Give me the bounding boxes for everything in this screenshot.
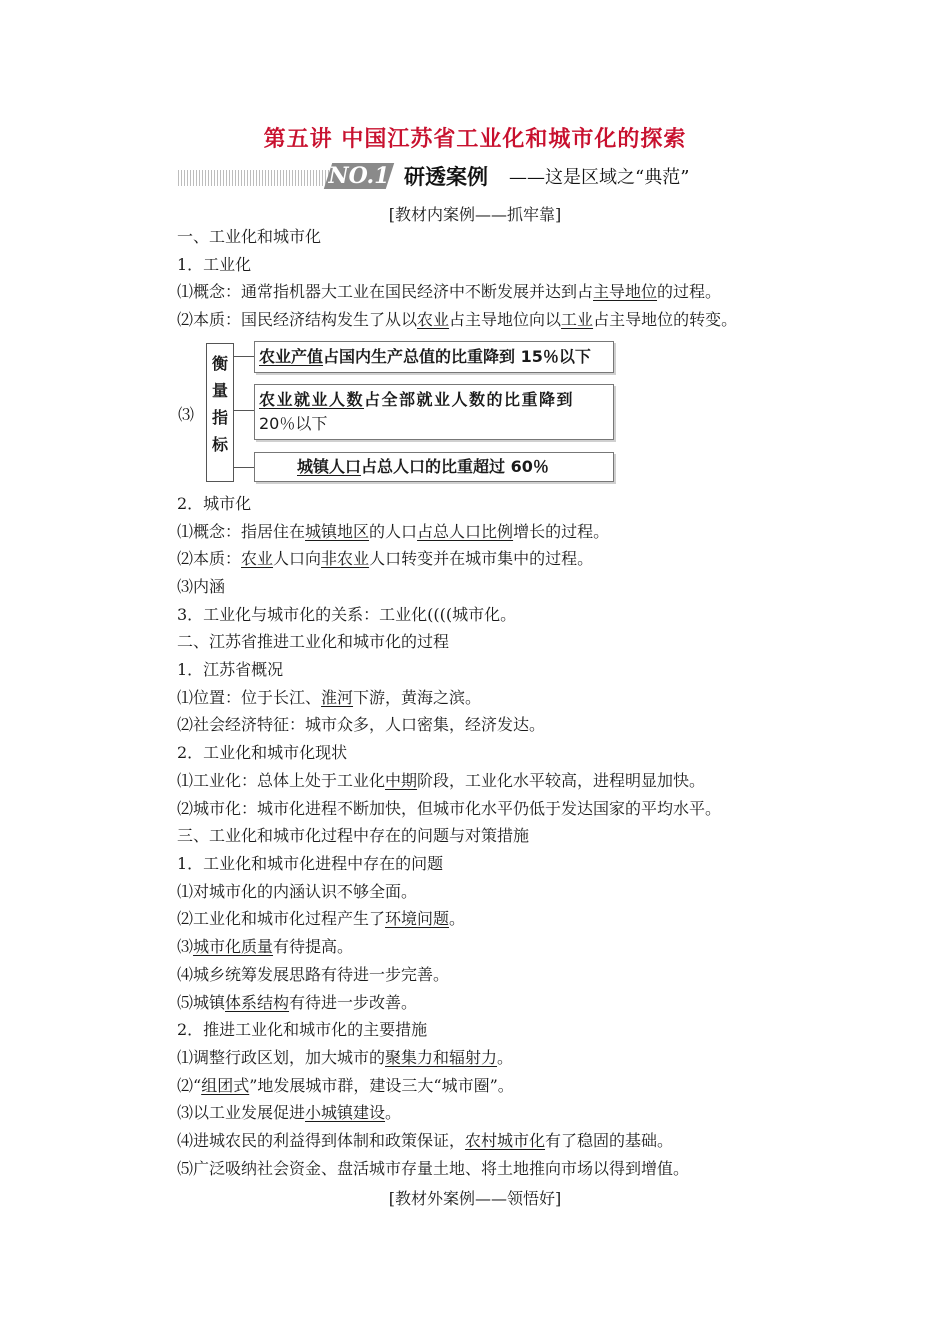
text: ⑶以工业发展促进 [177, 1103, 306, 1122]
measure-label: ⑶ [178, 405, 195, 424]
indicator-box-agri-employment [254, 384, 614, 440]
problem-5 [177, 992, 417, 1014]
text: ⑶ [177, 937, 194, 956]
measure-char: 量 [211, 381, 228, 400]
s2-location [177, 687, 481, 709]
blank-answer: 非农业 [321, 549, 370, 568]
text: 人口转变并在城市集中的过程。 [369, 549, 594, 568]
blank-answer: 中期 [385, 771, 418, 790]
connector-line [234, 356, 254, 357]
problem-2 [177, 908, 465, 930]
text: 有了稳固的基础。 [545, 1131, 674, 1150]
measure-2 [177, 1075, 514, 1097]
subtitle-textbook-case: [教材内案例——抓牢靠] [388, 205, 562, 224]
problem-4: ⑷城乡统筹发展思路有待进一步完善。 [177, 965, 450, 984]
text: 人口向 [273, 549, 322, 568]
blank-answer: 农业 [241, 549, 274, 568]
text: 占主导地位的转变。 [593, 310, 738, 329]
blank-answer: 淮河 [321, 688, 354, 707]
text: ”地发展城市群，建设三大“城市圈”。 [249, 1076, 514, 1095]
text: 的过程。 [657, 282, 722, 301]
measure-3 [177, 1102, 401, 1124]
measure-char: 标 [211, 435, 228, 454]
blank-answer: 环境问题 [385, 909, 450, 928]
s1-concept [177, 281, 721, 303]
text: ⑵工业化和城市化过程产生了 [177, 909, 386, 928]
blank-answer: 工业 [561, 310, 594, 329]
s2-urbanization: ⑵城市化：城市化进程不断加快，但城市化水平仍低于发达国家的平均水平。 [177, 799, 722, 818]
text: ⑵本质： [177, 549, 242, 568]
text: ⑵“ [177, 1076, 202, 1095]
text: 的人口 [369, 522, 418, 541]
connector-line [234, 467, 254, 468]
urban-connotation: ⑶内涵 [177, 577, 226, 596]
text: 20％以下 [259, 414, 328, 433]
banner-stripes [178, 170, 338, 186]
text: 占主导地位向以 [449, 310, 562, 329]
section-1-heading: 一、工业化和城市化 [177, 227, 322, 246]
blank-answer: 组团式 [201, 1076, 250, 1095]
measure-indicator-box [206, 343, 234, 482]
blank-answer: 体系结构 [225, 993, 290, 1012]
text: 下游，黄海之滨。 [353, 688, 482, 707]
problem-3 [177, 936, 353, 958]
section-3-heading: 三、工业化和城市化过程中存在的问题与对策措施 [177, 826, 530, 845]
blank-answer: 城镇地区 [305, 522, 370, 541]
s1-item-1: 1．工业化 [177, 255, 252, 274]
indicator-box-urban-population [254, 452, 614, 482]
text: ⑴概念：通常指机器大工业在国民经济中不断发展并达到占 [177, 282, 594, 301]
s1-item-2: 2．城市化 [177, 494, 252, 513]
banner-badge-label: NO.1 [328, 163, 390, 189]
text: ⑴工业化：总体上处于工业化 [177, 771, 386, 790]
blank-answer: 城镇人口 [297, 457, 362, 476]
text: 。 [497, 1048, 514, 1067]
page-title: 第五讲 中国江苏省工业化和城市化的探索 [263, 127, 687, 152]
urban-essence [177, 548, 593, 570]
text: 有待提高。 [273, 937, 354, 956]
blank-answer: 占总人口比例 [417, 522, 514, 541]
text: 占全部就业人数的比重降到 [364, 390, 575, 409]
text: ⑴调整行政区划，加大城市的 [177, 1048, 386, 1067]
blank-answer: 农村城市化 [465, 1131, 546, 1150]
measure-char: 衡 [211, 354, 228, 373]
text: 占国内生产总值的比重降到 15％以下 [323, 347, 591, 366]
s2-item-1: 1．江苏省概况 [177, 660, 284, 679]
urban-concept [177, 521, 609, 543]
blank-answer: 小城镇建设 [305, 1103, 386, 1122]
text: 有待进一步改善。 [289, 993, 418, 1012]
blank-answer: 城市化质量 [193, 937, 274, 956]
text: 占总人口的比重超过 60％ [361, 457, 549, 476]
section-2-heading: 二、江苏省推进工业化和城市化的过程 [177, 632, 450, 651]
section-banner [178, 163, 772, 191]
text: 。 [385, 1103, 402, 1122]
measure-4 [177, 1130, 673, 1152]
text: ⑷进城农民的利益得到体制和政策保证， [177, 1131, 466, 1150]
indicator-box-agri-output [254, 341, 614, 373]
s3-item-2: 2．推进工业化和城市化的主要措施 [177, 1020, 428, 1039]
text: ⑵本质：国民经济结构发生了从以 [177, 310, 418, 329]
connector-line [234, 410, 254, 411]
s2-social: ⑵社会经济特征：城市众多，人口密集，经济发达。 [177, 715, 546, 734]
s2-industrialization [177, 770, 705, 792]
blank-answer: 农业就业人数 [259, 390, 365, 409]
text: 。 [449, 909, 466, 928]
blank-answer: 主导地位 [593, 282, 658, 301]
banner-slogan: ——这是区域之“典范” [509, 167, 690, 188]
blank-answer: 农业产值 [259, 347, 324, 366]
text: ⑴概念：指居住在 [177, 522, 306, 541]
banner-heading: 研透案例 [404, 165, 488, 189]
banner-badge [324, 163, 394, 189]
subtitle-extra-case: [教材外案例——领悟好] [388, 1189, 562, 1208]
measure-1 [177, 1047, 513, 1069]
blank-answer: 农业 [417, 310, 450, 329]
text: 阶段，工业化水平较高，进程明显加快。 [417, 771, 706, 790]
text: 增长的过程。 [513, 522, 610, 541]
measure-char: 指 [211, 408, 228, 427]
problem-1: ⑴对城市化的内涵认识不够全面。 [177, 882, 418, 901]
text: ⑸城镇 [177, 993, 226, 1012]
s1-item-3: 3．工业化与城市化的关系：工业化((((城市化。 [177, 605, 517, 624]
text: ⑴位置：位于长江、 [177, 688, 322, 707]
blank-answer: 聚集力和辐射力 [385, 1048, 498, 1067]
s3-item-1: 1．工业化和城市化进程中存在的问题 [177, 854, 444, 873]
measure-5: ⑸广泛吸纳社会资金、盘活城市存量土地、将土地推向市场以得到增值。 [177, 1159, 690, 1178]
s2-item-2: 2．工业化和城市化现状 [177, 743, 348, 762]
s1-essence [177, 309, 737, 331]
